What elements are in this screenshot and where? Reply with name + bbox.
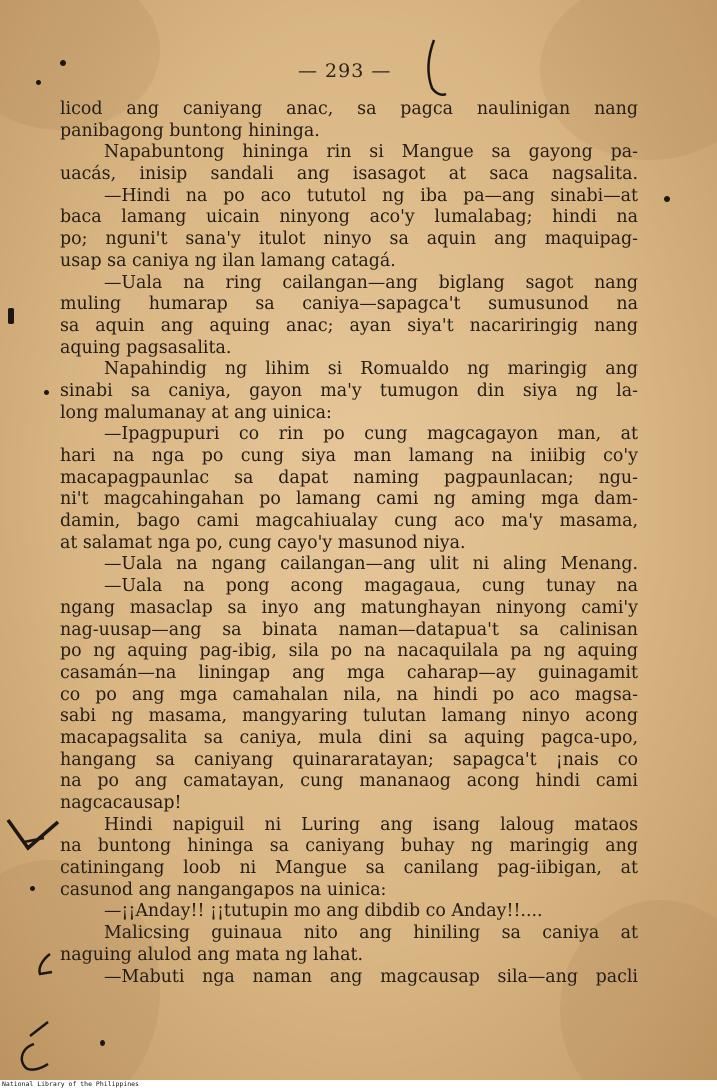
ink-dot [30,886,35,891]
text-line: Napabuntong hininga rin si Mangue sa gayong pa- [104,142,638,163]
text-line: macapagpaunlac sa dapat naming pagpaunlacan; ngu- [60,467,638,488]
text-line: —Uala na ring cailangan—ang biglang sagot nang [104,272,638,293]
text-line: —Uala na pong acong magagaua, cung tunay na [104,576,638,597]
text-line: po; nguni't sana'y itulot ninyo sa aquin ang maquipag- [60,229,638,250]
text-line: nagcacausap! [60,793,182,813]
text-line: catiningang loob ni Mangue sa canilang pag-iibigan, at [60,858,638,879]
text-line: baca lamang uicain ninyong aco'y lumalabag; hindi na [60,207,638,228]
pen-stroke-top [418,38,458,98]
text-line: nag-uusap—ang sa binata naman—datapua't sa calinisan [60,619,638,640]
text-line: casamán—na liningap ang mga caharap—ay guinagamit [60,662,638,683]
text-line: Malicsing guinaua nito ang hiniling sa caniya at [104,923,638,944]
text-line: uacás, inisip sandali ang isasagot at saca nagsalita. [60,164,638,185]
text-line: muling humarap sa caniya—sapagca't sumusunod na [60,294,638,315]
pen-mark-left [30,950,60,980]
text-line: sinabi sa caniya, gayon ma'y tumugon din siya ng la- [60,380,638,401]
pen-mark-bottom [8,1018,78,1078]
text-line: panibagong buntong hininga. [60,120,320,141]
page-text [60,99,638,988]
text-line: Hindi napiguil ni Luring ang isang laloug mataos [104,814,638,835]
text-line: aquing pagsasalita. [60,337,232,358]
text-line: —Mabuti nga naman ang magcausap sila—ang pacli [104,966,638,987]
text-line: Napahindig ng lihim si Romualdo ng maringig ang [104,359,638,380]
text-line: usap sa caniya ng ilan lamang catagá. [60,250,396,271]
text-line: sabi ng masama, mangyaring tulutan lamang ninyo acong [60,706,638,727]
scan-credit-footer: National Library of the Philippines [0,1080,717,1088]
text-line: naguing alulod ang mata ng lahat. [60,944,363,965]
ink-dot [60,60,66,66]
text-line: casunod ang nangangapos na uinica: [60,879,387,900]
page-number: — 293 — [298,60,392,82]
text-line: na po ang camatayan, cung mananaog acong hindi cami [60,771,638,792]
ink-dot [100,1040,105,1046]
pen-checkmark-left [4,812,64,862]
text-line: long malumanay at ang uinica: [60,402,332,423]
text-line: at salamat nga po, cung cayo'y masunod niya. [60,532,466,553]
text-line: licod ang caniyang anac, sa pagca naulinigan nang [60,99,638,119]
text-line: damin, bago cami magcahiualay cung aco ma'y masama, [60,511,638,532]
text-line: —Hindi na po aco tututol ng iba pa—ang sinabi—at [104,185,638,206]
ink-dot [8,308,14,324]
text-line: —¡¡Anday!! ¡¡tutupin mo ang dibdib co Anday!!.... [104,901,543,922]
text-line: ngang masaclap sa inyo ang matunghayan ninyong cami'y [60,597,638,618]
text-line: ni't magcahingahan po lamang cami ng aming mga dam- [60,489,638,510]
text-line: po ng aquing pag-ibig, sila po na nacaquilala pa ng aquing [60,641,638,662]
text-line: co po ang mga camahalan nila, na hindi po aco magsa- [60,684,638,705]
text-line: sa aquin ang aquing anac; ayan siya't nacariringig nang [60,315,638,336]
text-line: hangang sa caniyang quinararatayan; sapagca't ¡nais co [60,749,638,770]
text-line: na buntong hininga sa caniyang buhay ng maringig ang [60,836,638,857]
ink-dot [44,390,49,395]
text-line: —Uala na ngang cailangan—ang ulit ni aling Menang. [104,554,638,575]
text-line: hari na nga po cung siya man lamang na iniibig co'y [60,446,638,466]
text-line: macapagsalita sa caniya, mula dini sa aquing pagca-upo, [60,727,638,748]
ink-dot [36,80,41,85]
text-line: —Ipagpupuri co rin po cung magcagayon man, at [104,424,638,445]
ink-dot [664,196,670,202]
